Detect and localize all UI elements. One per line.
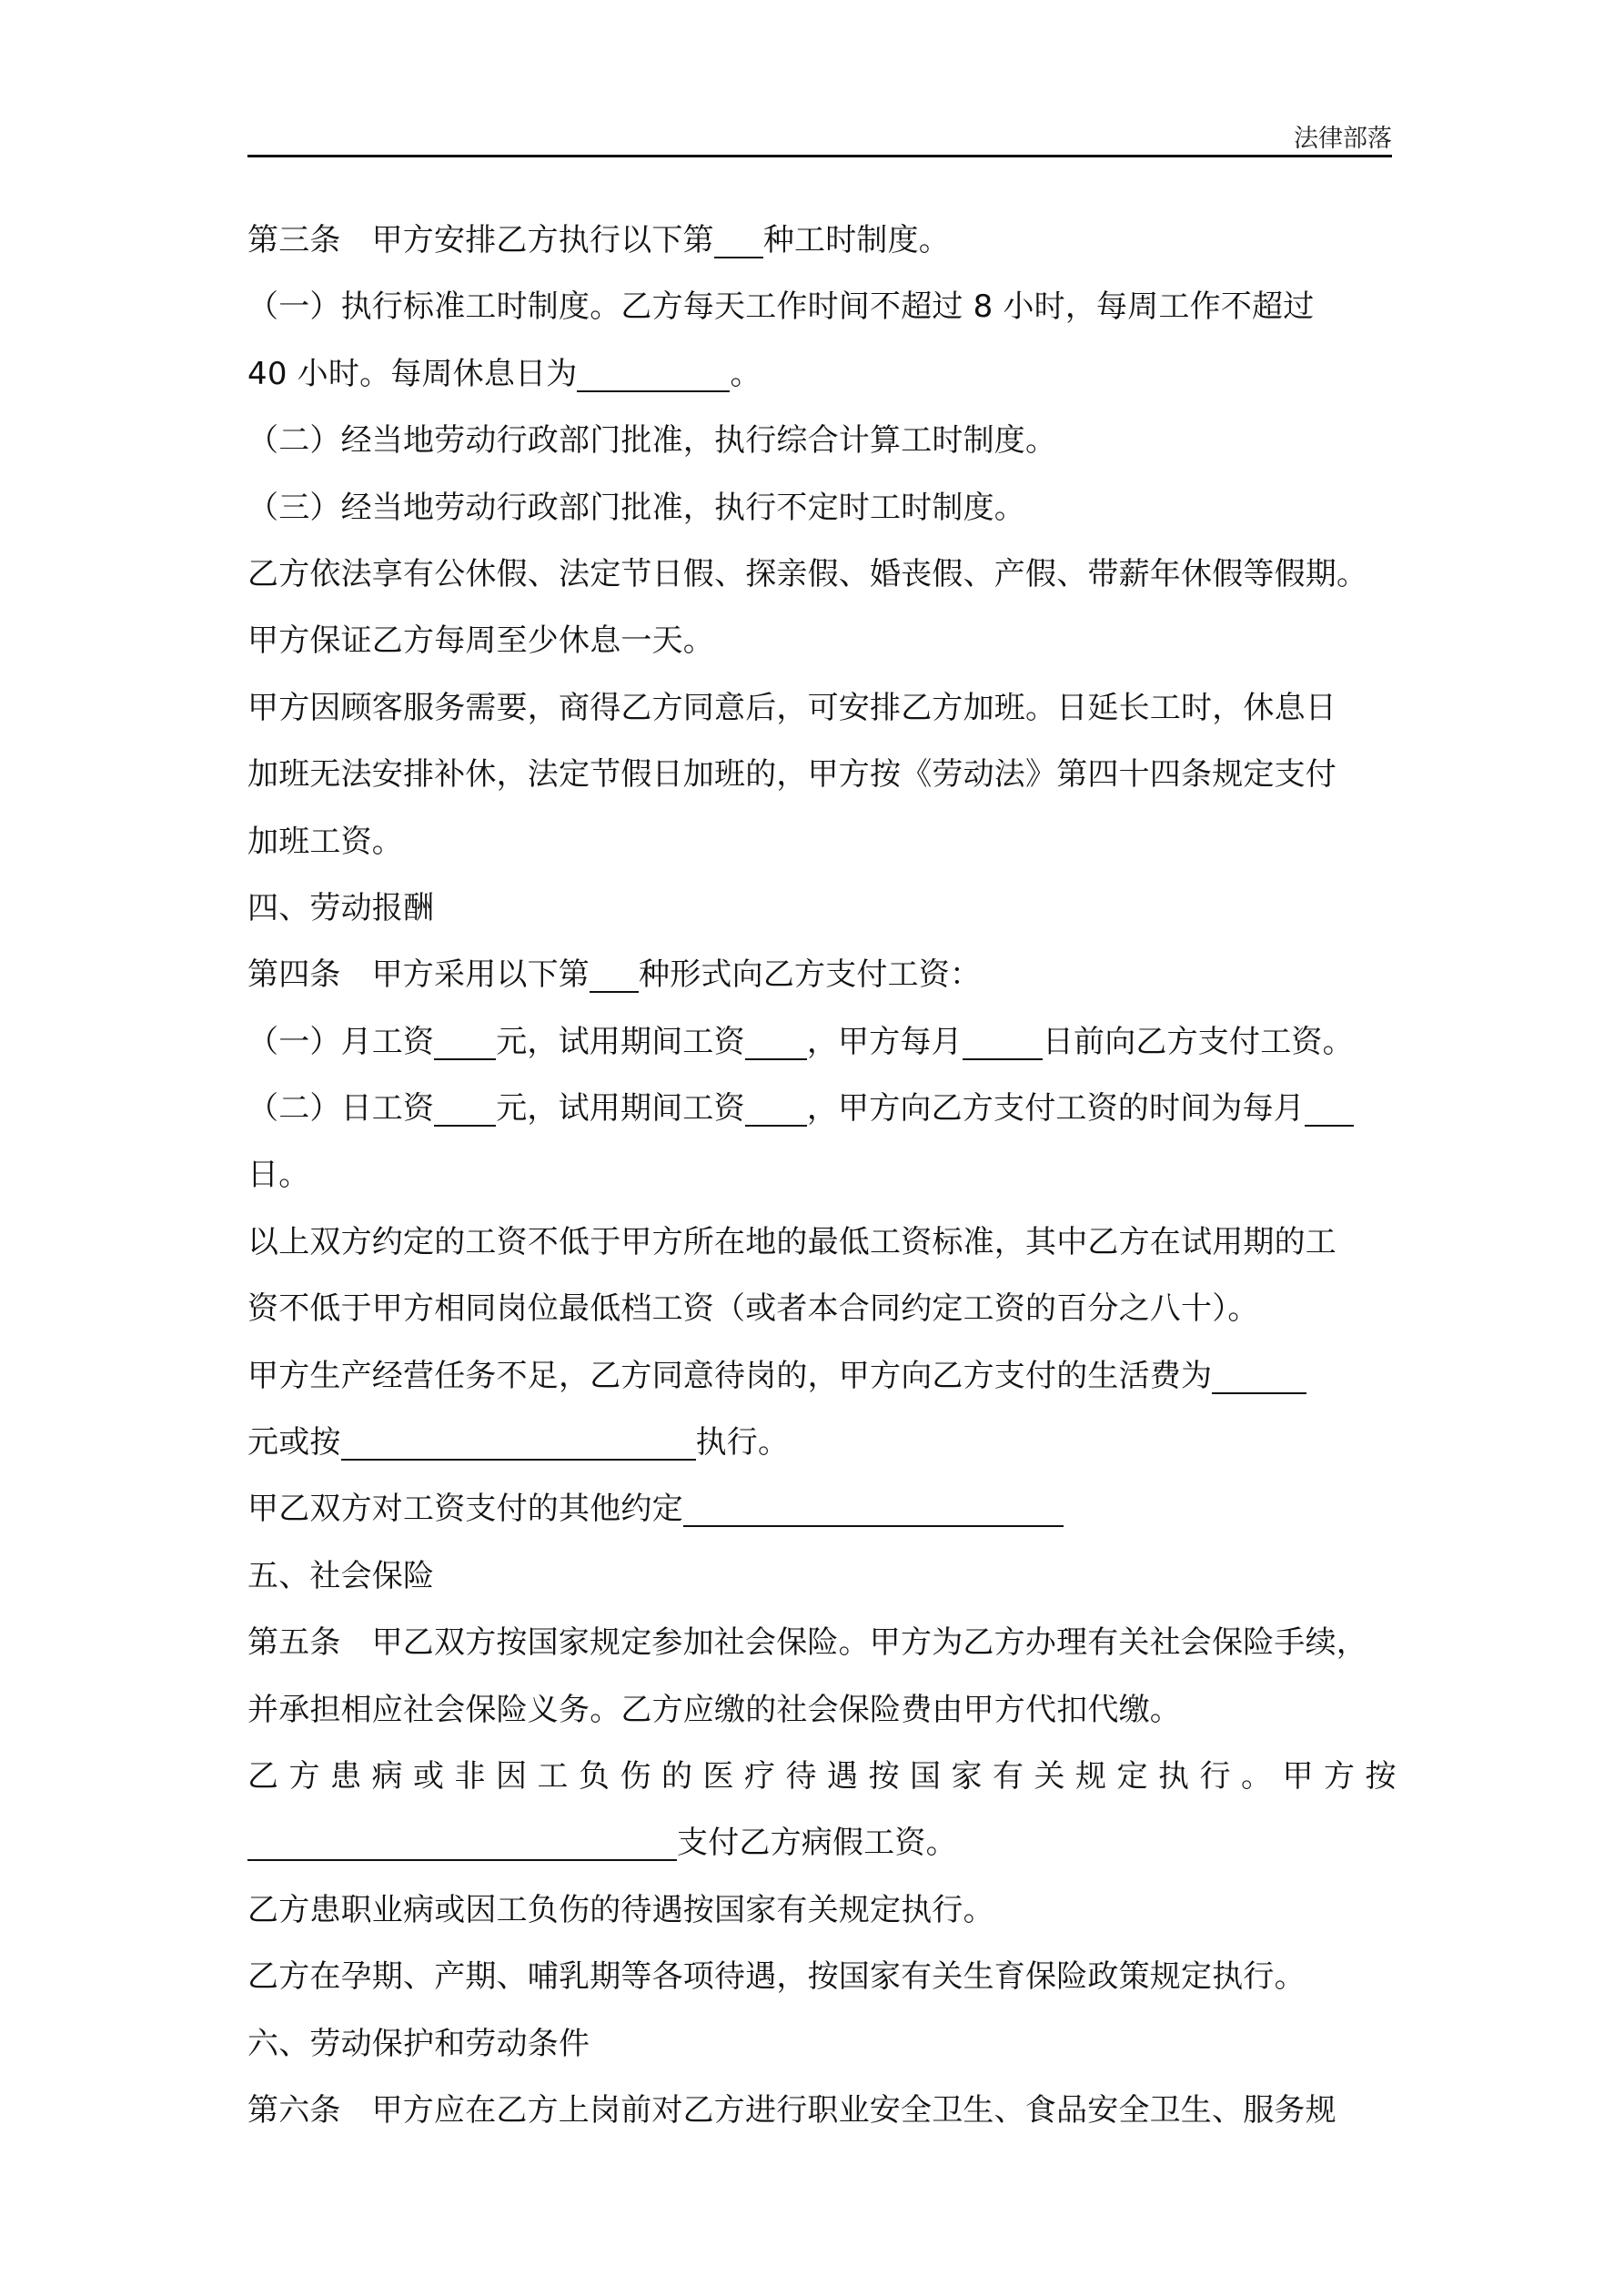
article-5-line: 第五条 甲乙双方按国家规定参加社会保险。甲方为乙方办理有关社会保险手续， <box>247 1624 1368 1662</box>
document-body <box>247 207 1407 2144</box>
section-heading: 六、劳动保护和劳动条件 <box>247 2025 590 2062</box>
blank-field[interactable] <box>714 220 763 258</box>
text-line: 40 小时。每周休息日为 。 <box>247 355 762 392</box>
section-heading: 五、社会保险 <box>247 1557 435 1594</box>
text-line: 并承担相应社会保险义务。乙方应缴的社会保险费由甲方代扣代缴。 <box>247 1691 1181 1728</box>
text-line: 支付乙方病假工资。 <box>247 1810 1403 1876</box>
text-line: 资不低于甲方相同岗位最低档工资（或者本合同约定工资的百分之八十）。 <box>247 1290 1259 1328</box>
article-label: 第五条 <box>247 1624 341 1662</box>
article-label: 第六条 <box>247 2091 341 2129</box>
blank-field[interactable] <box>590 955 639 993</box>
text-line: 元或按 执行。 <box>247 1424 790 1462</box>
blank-field[interactable] <box>745 1022 807 1060</box>
blank-field[interactable] <box>434 1022 496 1060</box>
text-line: （一）月工资 元，试用期间工资 ，甲方每月 日前向乙方支付工资。 <box>247 1023 1354 1060</box>
text-line: 甲方保证乙方每周至少休息一天。 <box>247 622 714 660</box>
text-line: 乙方在孕期、产期、哺乳期等各项待遇，按国家有关生育保险政策规定执行。 <box>247 1958 1306 1996</box>
article-label: 第三条 <box>247 222 341 258</box>
text-line: 甲乙双方对工资支付的其他约定 <box>247 1476 1403 1542</box>
page-header <box>247 107 1392 157</box>
blank-field[interactable] <box>1212 1356 1306 1394</box>
blank-field[interactable] <box>341 1422 696 1461</box>
text-line: （一）执行标准工时制度。乙方每天工作时间不超过 8 小时，每周工作不超过 <box>247 288 1315 326</box>
text-line: 加班无法安排补休，法定节假日加班的，甲方按《劳动法》第四十四条规定支付 <box>247 756 1337 794</box>
section-heading: 四、劳动报酬 <box>247 889 435 926</box>
article-label: 第四条 <box>247 956 341 994</box>
article-4-line: 第四条 甲方采用以下第 种形式向乙方支付工资： <box>247 956 982 994</box>
text-line: 加班工资。 <box>247 823 403 860</box>
text-line: 日。 <box>247 1157 310 1194</box>
blank-field[interactable] <box>577 354 730 392</box>
header-title: 法律部落 <box>1294 125 1392 153</box>
blank-field[interactable] <box>247 1823 677 1861</box>
blank-field[interactable] <box>745 1088 807 1127</box>
text-line: （二）日工资 元，试用期间工资 ，甲方向乙方支付工资的时间为每月 <box>247 1076 1403 1142</box>
text-line: 乙方患病或非因工负伤的医疗待遇按国家有关规定执行。甲方按 <box>247 1757 1407 1795</box>
text-line: （二）经当地劳动行政部门批准，执行综合计算工时制度。 <box>247 422 1057 460</box>
blank-field[interactable] <box>683 1489 1064 1527</box>
text-line: 甲方因顾客服务需要，商得乙方同意后，可安排乙方加班。日延长工时，休息日 <box>247 689 1337 726</box>
text-line: 以上双方约定的工资不低于甲方所在地的最低工资标准，其中乙方在试用期的工 <box>247 1223 1337 1260</box>
article-3-line: 第三条 甲方安排乙方执行以下第 种工时制度。 <box>247 222 951 258</box>
article-6-line: 第六条 甲方应在乙方上岗前对乙方进行职业安全卫生、食品安全卫生、服务规 <box>247 2091 1337 2129</box>
text-line: 甲方生产经营任务不足，乙方同意待岗的，甲方向乙方支付的生活费为 <box>247 1343 1403 1410</box>
text-line: 乙方患职业病或因工负伤的待遇按国家有关规定执行。 <box>247 1891 994 1928</box>
blank-field[interactable] <box>963 1022 1043 1060</box>
blank-field[interactable] <box>1305 1088 1354 1127</box>
text-line: 乙方依法享有公休假、法定节日假、探亲假、婚丧假、产假、带薪年休假等假期。 <box>247 555 1368 592</box>
blank-field[interactable] <box>434 1088 496 1127</box>
text-line: （三）经当地劳动行政部门批准，执行不定时工时制度。 <box>247 489 1025 526</box>
